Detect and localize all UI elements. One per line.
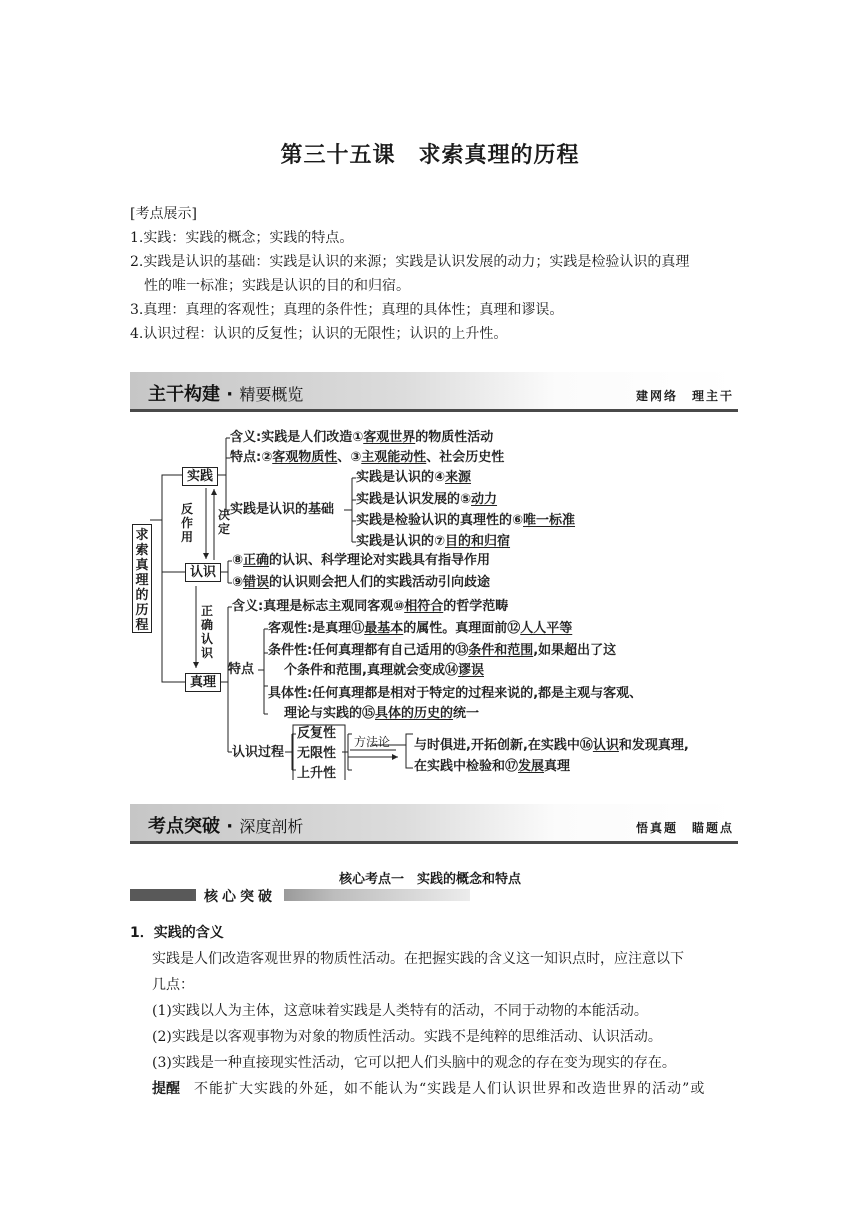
foundation-item: 实践是检验认识的真理性的⑥唯一标准 (356, 513, 576, 528)
cognition-wrong: ⑨错误的认识则会把人们的实践活动引向歧途 (232, 575, 491, 590)
paragraph: 几点： (152, 977, 194, 993)
banner-underline (130, 841, 738, 844)
practice-foundation: 实践是认识的基础 (230, 502, 335, 517)
exam-point-item: 3.真理：真理的客观性；真理的条件性；真理的具体性；真理和谬误。 (130, 302, 564, 318)
methodology-line1: 与时俱进,开拓创新,在实践中⑯认识和发现真理, (414, 738, 689, 753)
label-correct-cognition: 正确认识 (200, 604, 213, 660)
methodology-label: 方法论 (354, 735, 391, 749)
node-cognition: 认识 (185, 563, 221, 582)
reminder-note: 提醒 不能扩大实践的外延，如不能认为“实践是人们认识世界和改造世界的活动”或 (152, 1081, 706, 1097)
cognition-correct: ⑧正确的认识、科学理论对实践具有指导作用 (232, 553, 491, 568)
node-truth: 真理 (185, 673, 221, 692)
banner-subtitle: 精要概览 (239, 385, 304, 404)
process-ascending: 上升性 (297, 766, 337, 781)
foundation-item: 实践是认识的④来源 (356, 470, 472, 485)
body-text (130, 920, 740, 1102)
section-banner-main: 主干构建 · 精要概览 建网络 理主干 (130, 372, 738, 412)
label-reaction: 反作用 (180, 502, 193, 544)
truth-concreteness: 具体性:任何真理都是相对于特定的过程来说的,都是主观与客观、 (268, 686, 643, 701)
foundation-item: 实践是认识发展的⑤动力 (356, 492, 498, 507)
exam-points-heading: [考点展示] (130, 206, 197, 222)
paragraph: (1)实践以人为主体，这意味着实践是人类特有的活动，不同于动物的本能活动。 (152, 1003, 648, 1019)
exam-point-item: 性的唯一标准；实践是认识的目的和归宿。 (144, 278, 410, 294)
practice-meaning: 含义:实践是人们改造①客观世界的物质性活动 (230, 430, 494, 445)
core-breakthrough-bar (130, 886, 470, 904)
methodology-line2: 在实践中检验和⑰发展真理 (414, 759, 571, 774)
exam-point-item: 4.认识过程：认识的反复性；认识的无限性；认识的上升性。 (130, 326, 508, 342)
cognition-process: 认识过程 (232, 745, 285, 760)
exam-point-item: 1.实践：实践的概念；实践的特点。 (130, 230, 354, 246)
paragraph: (3)实践是一种直接现实性活动，它可以把人们头脑中的观念的存在变为现实的存在。 (152, 1055, 676, 1071)
concept-root-box: 求索真理的历程 (132, 524, 152, 633)
process-infinite: 无限性 (297, 746, 337, 761)
section-heading: 1．实践的含义 (130, 925, 224, 941)
paragraph: (2)实践是以客观事物为对象的物质性活动。实践不是纯粹的思维活动、认识活动。 (152, 1029, 662, 1045)
concept-map (130, 420, 740, 780)
practice-features: 特点:②客观物质性、③主观能动性、社会历史性 (230, 450, 505, 465)
banner-tagline: 悟真题 瞄题点 (635, 821, 734, 835)
core-point-title: 核心考点一 实践的概念和特点 (338, 872, 521, 887)
node-practice: 实践 (182, 467, 218, 486)
reminder-label: 提醒 (152, 1081, 180, 1097)
exam-points (130, 202, 740, 346)
banner-tagline: 建网络 理主干 (635, 389, 734, 403)
paragraph: 实践是人们改造客观世界的物质性活动。在把握实践的含义这一知识点时，应注意以下 (152, 951, 684, 967)
label-determine: 决定 (217, 508, 230, 536)
banner-subtitle: 深度剖析 (239, 817, 304, 836)
foundation-item: 实践是认识的⑦目的和归宿 (356, 534, 511, 549)
core-breakthrough-label: 核心突破 (196, 886, 284, 906)
page-title: 第三十五课 求索真理的历程 (280, 143, 580, 168)
truth-meaning: 含义:真理是标志主观同客观⑩相符合的哲学范畴 (232, 599, 509, 614)
truth-objectivity: 客观性:是真理⑪最基本的属性。真理面前⑫人人平等 (268, 621, 573, 636)
truth-features-label: 特点 (228, 662, 255, 677)
truth-concreteness-cont: 理论与实践的⑮具体的历史的统一 (284, 706, 480, 721)
banner-underline (130, 409, 738, 412)
banner-title: 考点突破 (148, 816, 220, 837)
section-banner-breakthrough: 考点突破 · 深度剖析 悟真题 瞄题点 (130, 804, 738, 844)
truth-conditionality-cont: 个条件和范围,真理就会变成⑭谬误 (284, 663, 484, 678)
exam-point-item: 2.实践是认识的基础：实践是认识的来源；实践是认识发展的动力；实践是检验认识的真理 (130, 254, 690, 270)
banner-title: 主干构建 (148, 384, 220, 405)
truth-conditionality: 条件性:任何真理都有自己适用的⑬条件和范围,如果超出了这 (268, 643, 617, 658)
process-repetitive: 反复性 (297, 726, 337, 741)
